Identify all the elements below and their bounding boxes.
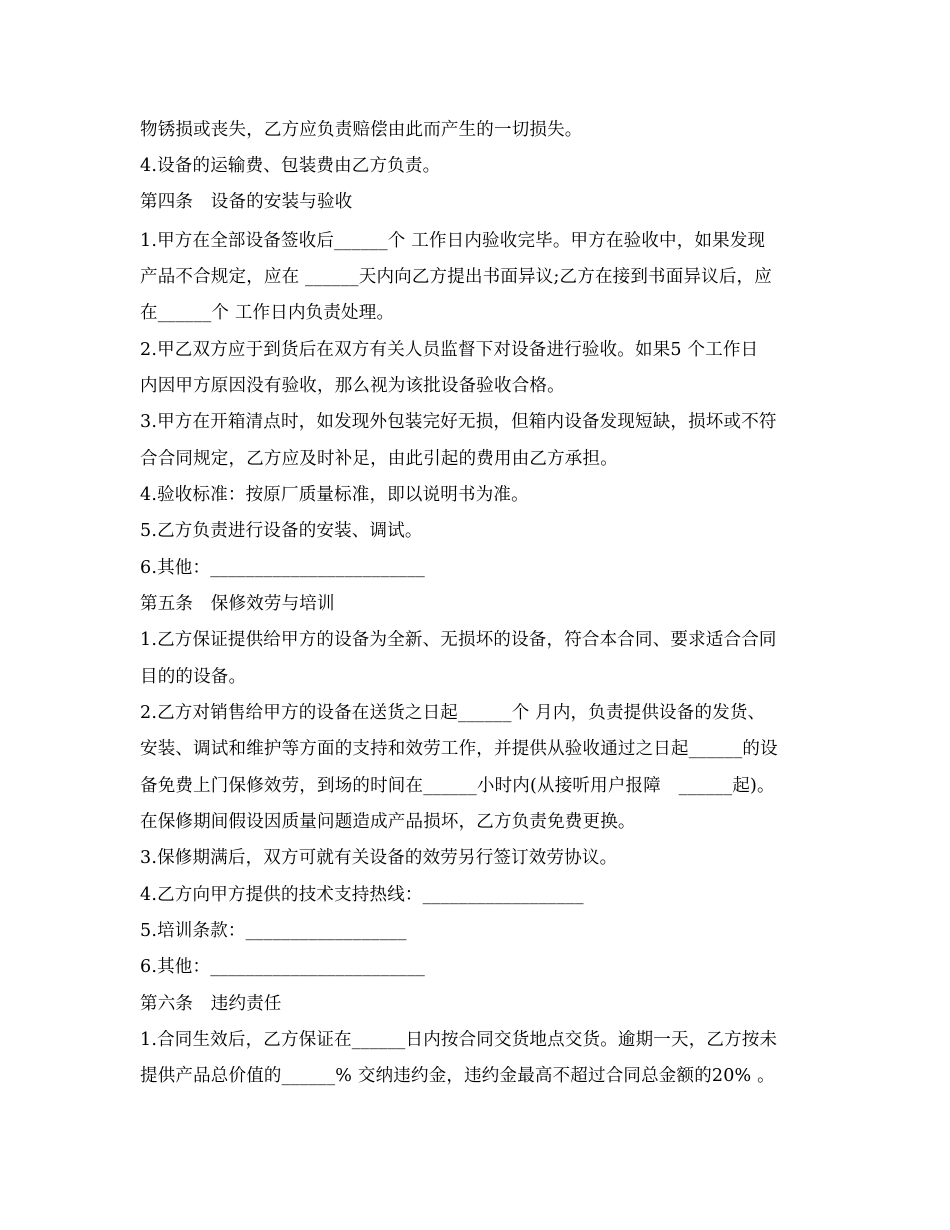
text-line: 产品不合规定，应在 ______天内向乙方提出书面异议;乙方在接到书面异议后，应 [140, 267, 772, 287]
text-line: 提供产品总价值的______% 交纳违约金，违约金最高不超过合同总金额的20% 。 [140, 1066, 775, 1086]
section-heading: 第四条 设备的安装与验收 [140, 192, 353, 212]
text-line: 在______个 工作日内负责处理。 [140, 303, 395, 323]
text-line: 5.培训条款：__________________ [140, 921, 407, 941]
text-line: 4.设备的运输费、包装费由乙方负责。 [140, 156, 441, 176]
text-line: 物锈损或丧失，乙方应负责赔偿由此而产生的一切损失。 [140, 120, 583, 140]
text-line: 备免费上门保修效劳，到场的时间在______小时内(从接听用户报障 ______起)。 [140, 776, 775, 796]
text-line: 内因甲方原因没有验收，那么视为该批设备验收合格。 [140, 376, 565, 396]
section-heading: 第六条 违约责任 [140, 994, 282, 1014]
text-line: 1.乙方保证提供给甲方的设备为全新、无损坏的设备，符合本合同、要求适合合同 [140, 630, 777, 650]
text-line: 在保修期间假设因质量问题造成产品损坏，乙方负责免费更换。 [140, 812, 636, 832]
text-line: 3.甲方在开箱清点时，如发现外包装完好无损，但箱内设备发现短缺，损坏或不符 [140, 412, 777, 432]
text-line: 目的的设备。 [140, 667, 247, 687]
text-line: 合合同规定，乙方应及时补足，由此引起的费用由乙方承担。 [140, 449, 618, 469]
text-line: 6.其他：________________________ [140, 558, 425, 578]
text-line: 4.乙方向甲方提供的技术支持热线：__________________ [140, 885, 584, 905]
text-line: 1.甲方在全部设备签收后______个 工作日内验收完毕。甲方在验收中，如果发现 [140, 231, 766, 251]
text-line: 1.合同生效后，乙方保证在______日内按合同交货地点交货。逾期一天，乙方按未 [140, 1030, 778, 1050]
text-line: 3.保修期满后，双方可就有关设备的效劳另行签订效劳协议。 [140, 848, 618, 868]
text-line: 6.其他：________________________ [140, 957, 425, 977]
section-heading: 第五条 保修效劳与培训 [140, 594, 335, 614]
text-line: 2.乙方对销售给甲方的设备在送货之日起______个 月内，负责提供设备的发货、 [140, 703, 766, 723]
text-line: 4.验收标准：按原厂质量标准，即以说明书为准。 [140, 485, 529, 505]
text-line: 2.甲乙双方应于到货后在双方有关人员监督下对设备进行验收。如果5 个工作日 [140, 340, 759, 360]
text-line: 安装、调试和维护等方面的支持和效劳工作，并提供从验收通过之日起______的设 [140, 739, 778, 759]
text-line: 5.乙方负责进行设备的安装、调试。 [140, 521, 423, 541]
